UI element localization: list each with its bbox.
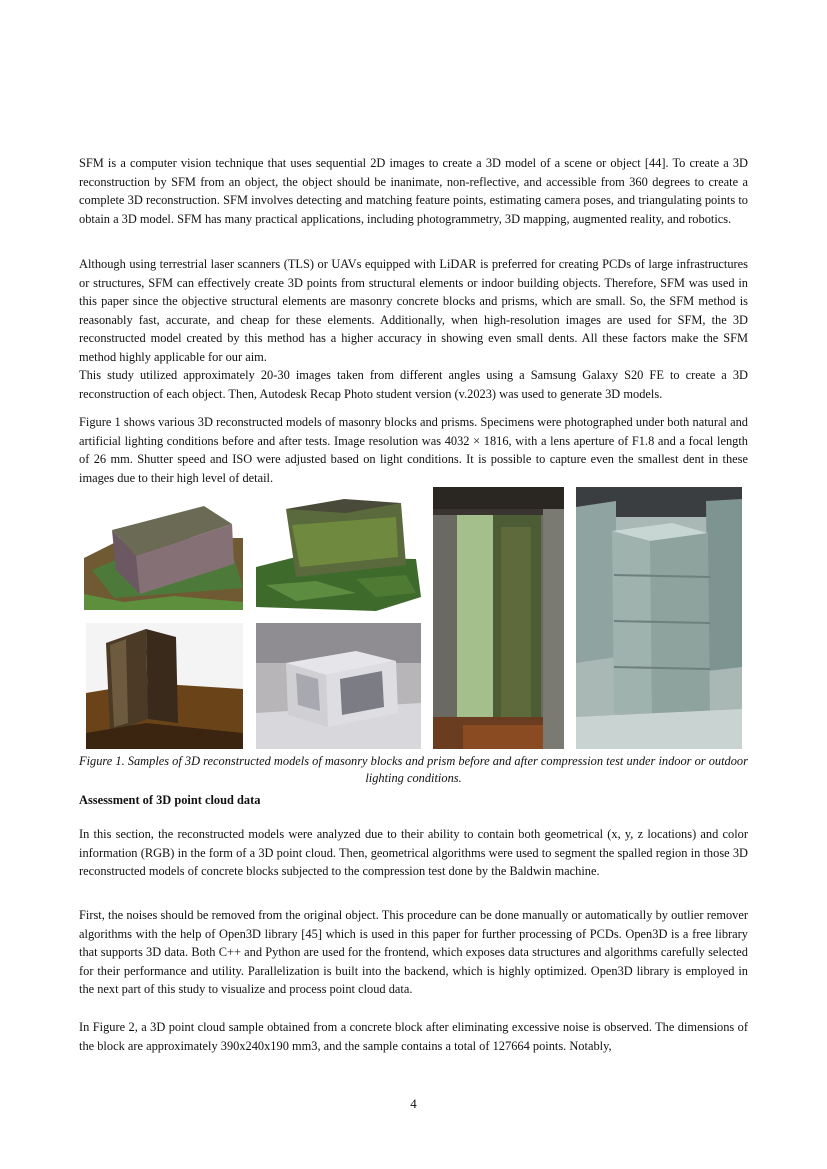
- figure-block-spalled-green: [256, 497, 421, 611]
- figure-caption: Figure 1. Samples of 3D reconstructed models of masonry blocks and prism before and after compression test under indoor or outdoor lighting conditions.: [79, 754, 748, 785]
- paragraph-noise-removal: First, the noises should be removed from the original object. This procedure can be done manually or automatically by outlier remover algorithms with the help of Open3D library [45] which is used in this paper for further processing of PCDs. Open3D is a free library that supports 3D data. Both C++ and Python are used for the frontend, which exposes data structures and algorithms carefully selected for their performance and utility. Parallelization is built into the backend, which is highly optimized. Open3D library is employed in the next part of this study to visualize and process point cloud data.: [79, 908, 748, 996]
- paragraph-image-capture: This study utilized approximately 20-30 images taken from different angles using a Samsung Galaxy S20 FE to create a 3D reconstruction of each object. Then, Autodesk Recap Photo student version (v.2023) was used to generate 3D models.: [79, 368, 748, 401]
- figure-block-white-hollow: [256, 623, 421, 749]
- figure-block-spalled-dark: [86, 623, 243, 749]
- section-heading: Assessment of 3D point cloud data: [79, 793, 261, 807]
- paragraph-tls-comparison: Although using terrestrial laser scanners (TLS) or UAVs equipped with LiDAR is preferred for creating PCDs of large infrastructures or structures, SFM can effectively create 3D points from structural elements or indoor building objects. Therefore, SFM was used in this paper since the objective structural elements are masonry concrete blocks and prisms, which are small. So, the SFM method is reasonably fast, accurate, and cheap for these elements. Additionally, when high-resolution images are used for SFM, the 3D reconstructed model created by this method has a higher accuracy in showing even small dents. All these factors make the SFM method highly applicable for our aim.: [79, 257, 748, 364]
- paragraph-assessment: In this section, the reconstructed models were analyzed due to their ability to contain both geometrical (x, y, z locations) and color information (RGB) in the form of a 3D point cloud. Then, geometrical algorithms were used to segment the spalled region in those 3D reconstructed models of concrete blocks subjected to the compression test done by the Baldwin machine.: [79, 827, 748, 878]
- page-number: 4: [410, 1096, 417, 1111]
- figure-prism-column: [433, 487, 564, 749]
- figure-block-green-lit: [84, 498, 243, 610]
- paragraph-figure2: In Figure 2, a 3D point cloud sample obtained from a concrete block after eliminating excessive noise is observed. The dimensions of the block are approximately 390x240x190 mm3, and the sample contains a total of 127664 points. Notably,: [79, 1020, 748, 1053]
- paragraph-sfm-intro: SFM is a computer vision technique that uses sequential 2D images to create a 3D model of a scene or object [44]. To create a 3D reconstruction by SFM from an object, the object should be inanimate, non-reflective, and accessible from 360 degrees to create a complete 3D reconstruction. SFM involves detecting and matching feature points, estimating camera poses, and triangulating points to obtain a 3D model. SFM has many practical applications, including photogrammetry, 3D mapping, augmented reality, and robotics.: [79, 156, 748, 226]
- figure-stacked-blocks: [576, 487, 742, 749]
- paragraph-figure-description: Figure 1 shows various 3D reconstructed models of masonry blocks and prisms. Specimens were photographed under both natural and artificial lighting conditions before and after tests. Image resolution was 4032 × 1816, with a lens aperture of F1.8 and a focal length of 26 mm. Shutter speed and ISO were adjusted based on light conditions. It is possible to capture even the smallest dent in these images due to their high level of detail.: [79, 415, 748, 485]
